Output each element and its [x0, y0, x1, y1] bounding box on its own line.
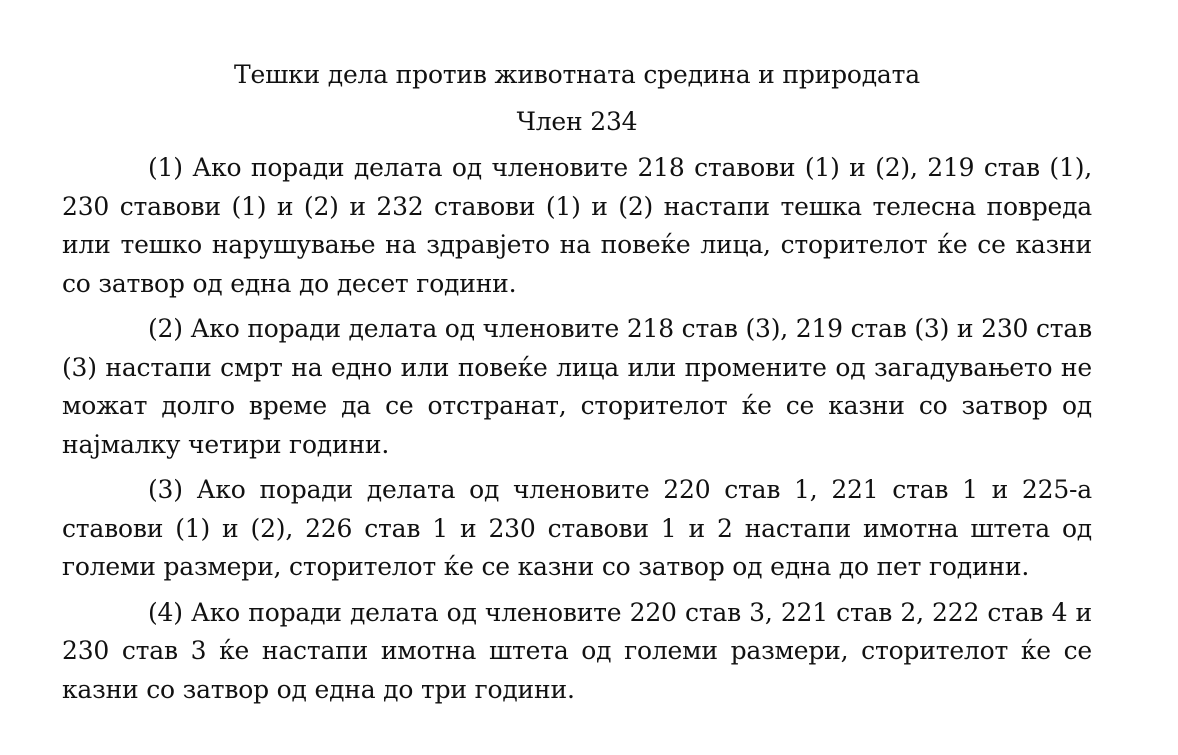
document-title: Тешки дела против животната средина и природата [234, 60, 920, 89]
paragraph-1: (1) Ако поради делата од членовите 218 ставови (1) и (2), 219 став (1), 230 ставови (1) и (2) и 232 ставови (1) и (2) настапи тешка телесна повреда или тешко нарушување на здравјето на повеќе лица, сторителот ќе се казни со затвор од една до десет години. [62, 153, 1092, 298]
paragraph-2: (2) Ако поради делата од членовите 218 став (3), 219 став (3) и 230 став (3) настапи смрт на едно или повеќе лица или промените од загадувањето не можат долго време да се отстранат, сторителот ќе се казни со затвор од најмалку четири години. [62, 314, 1093, 459]
document-page [62, 56, 1092, 709]
paragraph-4: (4) Ако поради делата од членовите 220 став 3, 221 став 2, 222 став 4 и 230 став 3 ќе настапи имотна штета од големи размери, сторителот ќе се казни со затвор од една до три години. [62, 597, 1092, 704]
article-number: Член 234 [516, 106, 638, 136]
paragraph-3: (3) Ако поради делата од членовите 220 став 1, 221 став 1 и 225-а ставови (1) и (2), 226 став 1 и 230 ставови 1 и 2 настапи имотна штета од големи размери, сторителот ќе се казни со затвор од една до пет години. [62, 475, 1092, 581]
